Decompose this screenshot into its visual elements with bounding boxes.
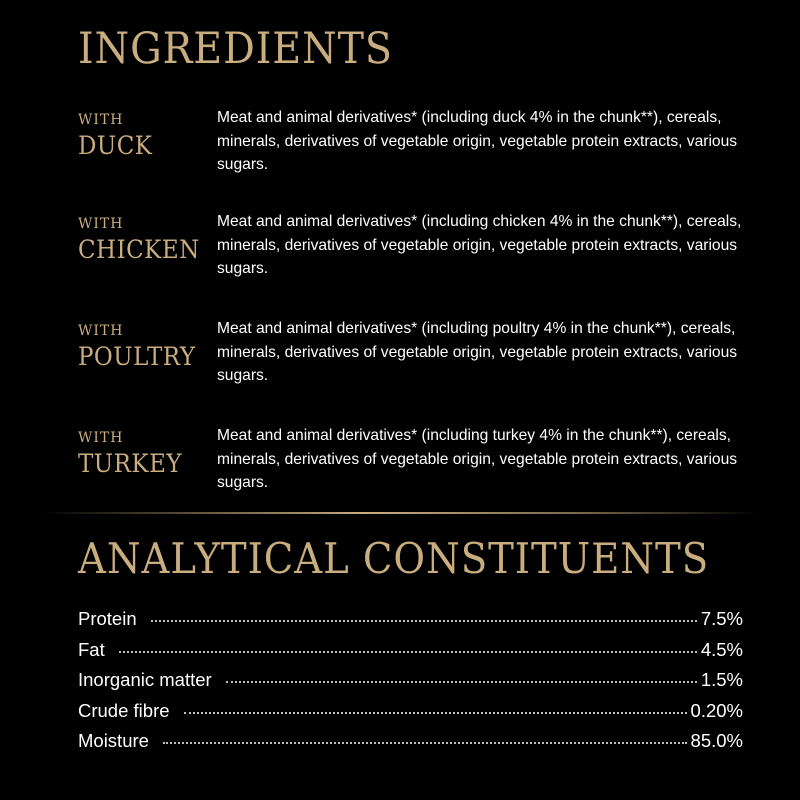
ingredient-row-chicken <box>0 213 800 297</box>
ingredient-text: Meat and animal derivatives* (including poultry 4% in the chunk**), cereals, minerals, derivatives of vegetable origin, vegetable protein extracts, various sugars. <box>217 320 738 384</box>
constituent-value: 4.5% <box>700 638 743 660</box>
ingredient-row-turkey <box>0 427 800 511</box>
constituent-row-fat <box>78 639 743 670</box>
constituent-name: Fat <box>78 638 105 660</box>
ingredient-with: WITH <box>78 430 124 446</box>
constituent-row-protein <box>78 608 743 639</box>
constituent-value: 0.20% <box>690 699 743 721</box>
constituent-name: Protein <box>78 608 137 629</box>
ingredient-name: TURKEY <box>78 449 182 478</box>
constituent-value: 7.5% <box>700 608 743 629</box>
constituent-value: 1.5% <box>700 669 743 690</box>
analytical-constituents-list <box>78 608 743 761</box>
ingredients-heading: INGREDIENTS <box>78 24 393 74</box>
constituent-name: Moisture <box>78 730 149 751</box>
ingredient-label <box>78 431 191 476</box>
leader-dots <box>119 651 697 653</box>
ingredient-row-duck <box>0 109 800 193</box>
ingredient-name: CHICKEN <box>78 235 200 264</box>
constituent-row-moisture <box>78 730 743 761</box>
ingredient-label <box>78 217 210 262</box>
ingredient-row-poultry <box>0 320 800 404</box>
analytical-constituents-heading: ANALYTICAL CONSTITUENTS <box>78 534 710 583</box>
ingredient-name: DUCK <box>78 131 153 160</box>
ingredient-text: Meat and animal derivatives* (including chicken 4% in the chunk**), cereals, minerals, derivatives of vegetable origin, vegetable protein extracts, various sugars. <box>217 213 742 277</box>
ingredient-text: Meat and animal derivatives* (including turkey 4% in the chunk**), cereals, minerals, derivatives of vegetable origin, vegetable protein extracts, various sugars. <box>217 427 738 491</box>
ingredient-label <box>78 324 206 369</box>
ingredient-with: WITH <box>78 112 124 128</box>
ingredient-name: POULTRY <box>78 342 196 371</box>
constituent-row-crude-fibre <box>78 700 743 731</box>
ingredient-with: WITH <box>78 323 124 339</box>
constituent-name: Crude fibre <box>78 699 170 721</box>
leader-dots <box>151 620 697 622</box>
ingredient-text: Meat and animal derivatives* (including duck 4% in the chunk**), cereals, minerals, derivatives of vegetable origin, vegetable protein extracts, various sugars. <box>217 109 738 173</box>
section-divider <box>40 512 760 514</box>
constituent-value: 85.0% <box>690 730 743 751</box>
constituent-row-inorganic-matter <box>78 669 743 700</box>
leader-dots <box>184 712 687 714</box>
ingredient-with: WITH <box>78 216 124 232</box>
leader-dots <box>226 681 697 683</box>
ingredient-label <box>78 113 159 158</box>
leader-dots <box>163 742 687 744</box>
constituent-name: Inorganic matter <box>78 669 212 690</box>
